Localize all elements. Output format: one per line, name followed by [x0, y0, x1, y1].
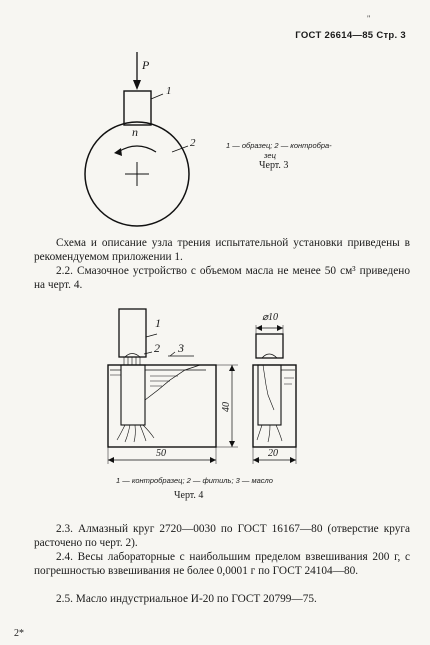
- page-mark-tick: ": [367, 14, 371, 23]
- fig3-part2-label: 2: [190, 137, 196, 149]
- fig3-part1-label: 1: [166, 85, 172, 97]
- paragraph-2-3: 2.3. Алмазный круг 2720—0030 по ГОСТ 16167—80 (отверстие круга расточено по черт. 2).: [34, 523, 410, 549]
- page-signature: 2*: [14, 628, 24, 639]
- paragraph-2-2: 2.2. Смазочное устройство с объемом масла не менее 50 см³ приведено на черт. 4.: [34, 265, 410, 291]
- fig3-caption: Черт. 3: [259, 160, 289, 171]
- dim-width-label: 50: [156, 448, 166, 459]
- dim-depth-label: 20: [268, 448, 278, 459]
- force-label: P: [142, 58, 150, 72]
- paragraph-scheme: Схема и описание узла трения испытательной установки приведены в рекомендуемом приложении 1.: [34, 237, 410, 263]
- fig4-caption: Черт. 4: [174, 490, 204, 501]
- dim-height-label: 40: [221, 402, 232, 412]
- paragraph-2-4: 2.4. Весы лабораторные с наибольшим пределом взвешивания 200 г, с погрешностью взвешивания не более 0,0001 г по ГОСТ 24104—80.: [34, 551, 410, 577]
- fig4-part2-label: 2: [154, 341, 160, 355]
- fig4-legend: 1 — контробразец; 2 — фитиль; 3 — масло: [116, 476, 273, 485]
- fig3-legend-line2: зец: [264, 151, 276, 160]
- page-header: ГОСТ 26614—85 Стр. 3: [295, 30, 406, 41]
- fig3-legend-line1: 1 — образец; 2 — контробра-: [226, 141, 332, 150]
- fig4-part1-label: 1: [155, 316, 161, 330]
- dim-diameter-label: ⌀10: [262, 312, 279, 323]
- paragraph-2-5: 2.5. Масло индустриальное И-20 по ГОСТ 20799—75.: [56, 593, 317, 605]
- fig4-part3-label: 3: [178, 341, 184, 355]
- rotation-label: n: [132, 125, 138, 139]
